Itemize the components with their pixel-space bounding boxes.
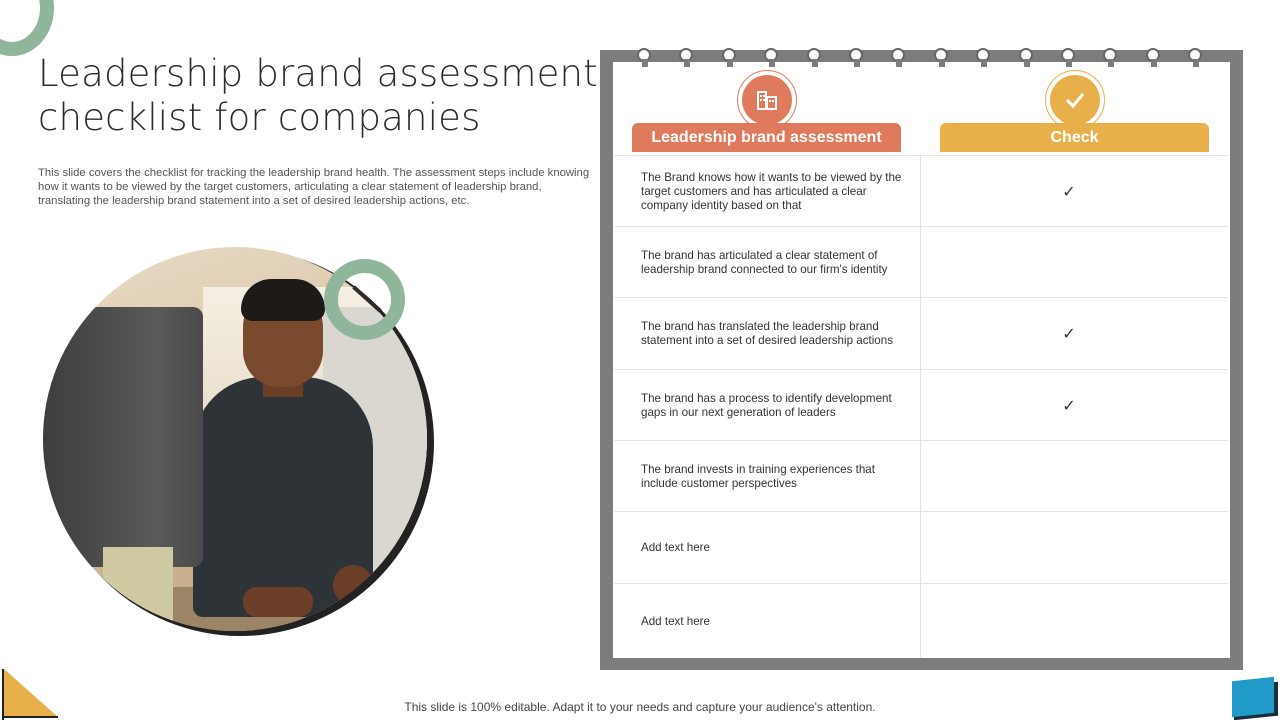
row-text: The brand has translated the leadership brand statement into a set of desired leadership actions [641, 320, 893, 347]
row-text: Add text here [641, 614, 710, 628]
table-row [614, 226, 1228, 298]
table-row [614, 155, 1228, 227]
table-row [614, 297, 1228, 370]
column-header-check: Check [940, 123, 1209, 152]
decorative-triangle [4, 669, 58, 717]
table-row [614, 583, 1228, 659]
slide-footer: This slide is 100% editable. Adapt it to your needs and capture your audience's attention. [404, 700, 876, 714]
row-text: The Brand knows how it wants to be viewed by the target customers and has articulated a clear company identity based on that [641, 170, 902, 212]
table-row [614, 440, 1228, 512]
row-text: Add text here [641, 541, 710, 554]
assessment-badge [737, 70, 797, 130]
decorative-ring-corner [0, 0, 54, 56]
table-row [614, 369, 1228, 441]
binding-ring [934, 48, 948, 62]
decorative-ring-green [324, 259, 405, 340]
binding-ring [1019, 48, 1033, 62]
column-header-assessment: Leadership brand assessment [632, 123, 901, 152]
decorative-line [2, 716, 58, 718]
check-mark: ✓ [1062, 183, 1076, 201]
buildings-icon [742, 75, 792, 125]
decorative-square [1232, 677, 1274, 717]
binding-ring [1061, 48, 1075, 62]
row-text: The brand has articulated a clear statement of leadership brand connected to our firm's identity [641, 248, 888, 276]
binding-ring [637, 48, 651, 62]
binding-ring [807, 48, 821, 62]
check-mark: ✓ [1062, 397, 1076, 415]
binding-ring [722, 48, 736, 62]
slide-description: This slide covers the checklist for tracking the leadership brand health. The assessment steps include knowing how it wants to be viewed by the target customers, articulating a clear statement of leadership brand, translating the leadership brand statement into a set of desired leadership actions, etc. [38, 167, 590, 207]
row-text: The brand has a process to identify development gaps in our next generation of leaders [641, 391, 892, 419]
checkmark-icon [1050, 75, 1100, 125]
slide-title: Leadership brand assessment checklist for companies [38, 52, 598, 139]
binding-ring [849, 48, 863, 62]
table-row [614, 511, 1228, 584]
check-mark: ✓ [1062, 326, 1076, 343]
binding-ring [1146, 48, 1160, 62]
row-text: The brand invests in training experiences that include customer perspectives [641, 462, 875, 490]
decorative-line [2, 669, 4, 720]
check-badge [1045, 70, 1105, 130]
